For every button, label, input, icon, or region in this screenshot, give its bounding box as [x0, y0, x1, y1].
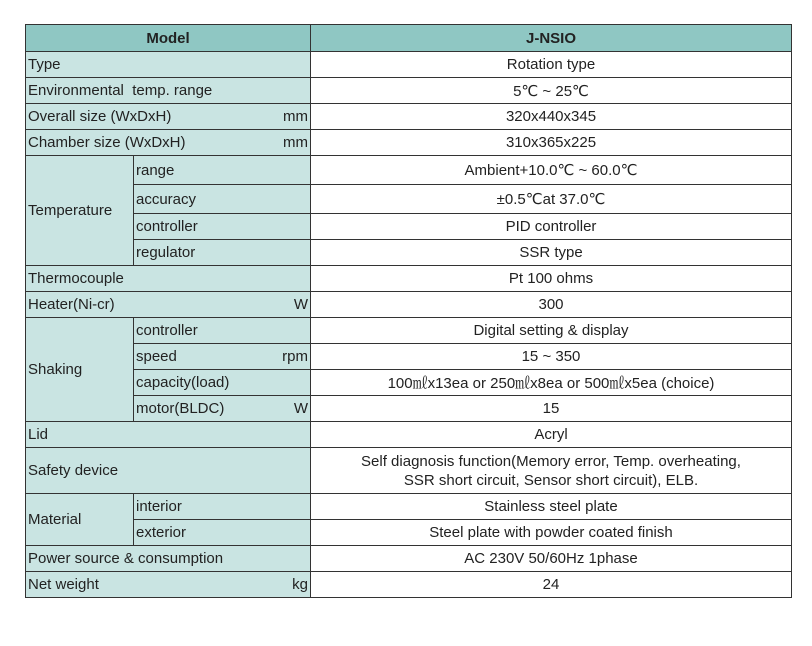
header-model-value: J-NSIO	[311, 25, 792, 52]
weight-unit: kg	[292, 576, 308, 593]
shaking-motor-label-text: motor(BLDC)	[136, 400, 225, 417]
lid-label: Lid	[26, 422, 311, 448]
chamber-size-label	[26, 130, 311, 156]
chamber-size-value: 310x365x225	[311, 130, 792, 156]
overall-size-value: 320x440x345	[311, 104, 792, 130]
table-row	[26, 520, 792, 546]
material-interior-value: Stainless steel plate	[311, 494, 792, 520]
heater-label-text: Heater(Ni-cr)	[28, 296, 115, 313]
material-interior-label: interior	[134, 494, 311, 520]
table-row	[26, 344, 792, 370]
table-row	[26, 546, 792, 572]
table-row	[26, 130, 792, 156]
safety-value-line2: SSR short circuit, Sensor short circuit), ELB.	[403, 471, 699, 489]
table-row	[26, 292, 792, 318]
thermocouple-label: Thermocouple	[26, 266, 311, 292]
chamber-size-label-text: Chamber size (WxDxH)	[28, 134, 186, 151]
temperature-accuracy-value: ±0.5℃at 37.0℃	[311, 185, 792, 214]
table-row	[26, 156, 792, 185]
weight-value: 24	[311, 572, 792, 598]
heater-unit: W	[293, 296, 308, 313]
header-model-label: Model	[26, 25, 311, 52]
table-row	[26, 448, 792, 494]
temperature-label: Temperature	[26, 156, 134, 266]
shaking-label: Shaking	[26, 318, 134, 422]
table-row	[26, 318, 792, 344]
lid-value: Acryl	[311, 422, 792, 448]
power-value: AC 230V 50/60Hz 1phase	[311, 546, 792, 572]
temperature-regulator-value: SSR type	[311, 240, 792, 266]
shaking-motor-label	[134, 396, 311, 422]
env-temp-value: 5℃ ~ 25℃	[311, 78, 792, 104]
weight-label	[26, 572, 311, 598]
shaking-capacity-value: 100㎖x13ea or 250㎖x8ea or 500㎖x5ea (choice)	[311, 370, 792, 396]
shaking-speed-label	[134, 344, 311, 370]
table-row	[26, 104, 792, 130]
table-row	[26, 422, 792, 448]
header-row	[26, 25, 792, 52]
safety-label: Safety device	[26, 448, 311, 494]
shaking-speed-unit: rpm	[282, 348, 308, 365]
temperature-accuracy-label: accuracy	[134, 185, 311, 214]
safety-value	[311, 448, 792, 494]
table-row	[26, 396, 792, 422]
overall-size-unit: mm	[283, 108, 308, 125]
table-row	[26, 266, 792, 292]
table-row	[26, 370, 792, 396]
env-temp-label	[26, 78, 311, 104]
temperature-regulator-label: regulator	[134, 240, 311, 266]
temperature-range-value: Ambient+10.0℃ ~ 60.0℃	[311, 156, 792, 185]
shaking-motor-value: 15	[311, 396, 792, 422]
heater-value: 300	[311, 292, 792, 318]
temperature-controller-value: PID controller	[311, 214, 792, 240]
weight-label-text: Net weight	[28, 576, 99, 593]
power-label: Power source & consumption	[26, 546, 311, 572]
table-row	[26, 185, 792, 214]
shaking-motor-unit: W	[293, 400, 308, 417]
type-label: Type	[26, 52, 311, 78]
overall-size-label-text: Overall size (WxDxH)	[28, 108, 172, 125]
temperature-controller-label: controller	[134, 214, 311, 240]
material-exterior-label: exterior	[134, 520, 311, 546]
safety-value-line1: Self diagnosis function(Memory error, Temp. overheating,	[361, 452, 741, 470]
shaking-speed-label-text: speed	[136, 348, 177, 365]
heater-label	[26, 292, 311, 318]
env-temp-label-text: Environmental temp. range	[28, 82, 213, 99]
table-row	[26, 78, 792, 104]
overall-size-label	[26, 104, 311, 130]
table-row	[26, 494, 792, 520]
spec-table	[25, 24, 792, 598]
table-row	[26, 240, 792, 266]
shaking-speed-value: 15 ~ 350	[311, 344, 792, 370]
material-label: Material	[26, 494, 134, 546]
material-exterior-value: Steel plate with powder coated finish	[311, 520, 792, 546]
thermocouple-value: Pt 100 ohms	[311, 266, 792, 292]
shaking-capacity-label: capacity(load)	[134, 370, 311, 396]
table-row	[26, 214, 792, 240]
chamber-size-unit: mm	[283, 134, 308, 151]
shaking-controller-label: controller	[134, 318, 311, 344]
shaking-controller-value: Digital setting & display	[311, 318, 792, 344]
type-value: Rotation type	[311, 52, 792, 78]
table-row	[26, 572, 792, 598]
table-row	[26, 52, 792, 78]
temperature-range-label: range	[134, 156, 311, 185]
